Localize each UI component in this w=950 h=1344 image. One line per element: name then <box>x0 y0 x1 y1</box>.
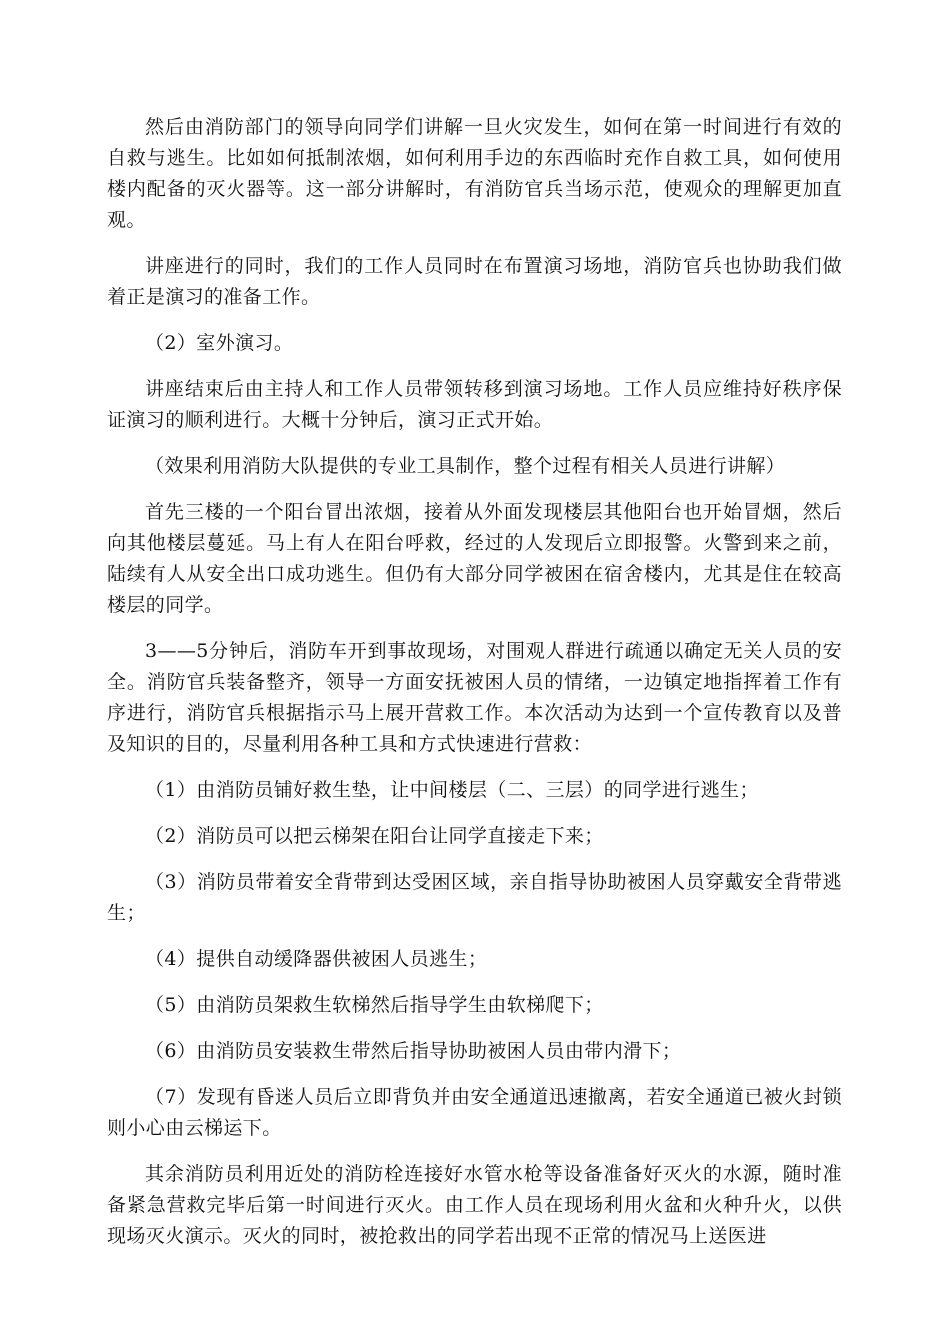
list-item-safety-harness: （3）消防员带着安全背带到达受困区域，亲自指导协助被困人员穿戴安全背带逃生； <box>107 871 842 924</box>
paragraph-move-to-drill-site: 讲座结束后由主持人和工作人员带领转移到演习场地。工作人员应维持好秩序保证演习的顺利进行。大概十分钟后，演习正式开始。 <box>107 378 842 431</box>
paragraph-fire-truck-arrival: 3——5分钟后，消防车开到事故现场，对围观人群进行疏通以确定无关人员的安全。消防官兵装备整齐，领导一方面安抚被困人员的情绪，一边镇定地指挥着工作有序进行，消防官兵根据指示马上展开营救工作。本次活动为达到一个宣传教育以及普及知识的目的，尽量利用各种工具和方式快速进行营救： <box>107 640 842 755</box>
paragraph-fire-extinguishing: 其余消防员利用近处的消防栓连接好水管水枪等设备准备好灭火的水源，随时准备紧急营救完毕后第一时间进行灭火。由工作人员在现场利用火盆和火种升火，以供现场灭火演示。灭火的同时，被抢救出的同学若出现不正常的情况马上送医进 <box>107 1163 842 1247</box>
list-item-descent-device: （4）提供自动缓降器供被困人员逃生； <box>145 948 488 970</box>
list-item-rope-ladder: （5）由消防员架救生软梯然后指导学生由软梯爬下； <box>145 994 604 1016</box>
paragraph-self-rescue-lecture: 然后由消防部门的领导向同学们讲解一旦火灾发生，如何在第一时间进行有效的自救与逃生。比如如何抵制浓烟，如何利用手边的东西临时充作自救工具，如何使用楼内配备的灭火器等。这一部分讲解时，有消防官兵当场示范，使观众的理解更加直观。 <box>107 116 842 231</box>
section-heading-outdoor-drill: （2）室外演习。 <box>145 332 294 354</box>
paragraph-fire-scenario: 首先三楼的一个阳台冒出浓烟，接着从外面发现楼层其他阳台也开始冒烟，然后向其他楼层蔓延。马上有人在阳台呼救，经过的人发现后立即报警。火警到来之前，陆续有人从安全出口成功逃生。但仍有大部分同学被困在宿舍楼内，尤其是住在较高楼层的同学。 <box>107 501 842 616</box>
paragraph-drill-preparation: 讲座进行的同时，我们的工作人员同时在布置演习场地，消防官兵也协助我们做着正是演习的准备工作。 <box>107 255 842 308</box>
document-body <box>107 112 842 1267</box>
list-item-unconscious-evacuation: （7）发现有昏迷人员后立即背负并由安全通道迅速撤离，若安全通道已被火封锁则小心由云梯运下。 <box>107 1086 842 1139</box>
list-item-aerial-ladder: （2）消防员可以把云梯架在阳台让同学直接走下来； <box>145 825 604 847</box>
paragraph-effects-note: （效果利用消防大队提供的专业工具制作，整个过程有相关人员进行讲解） <box>145 455 786 477</box>
list-item-rescue-chute: （6）由消防员安装救生带然后指导协助被困人员由带内滑下； <box>145 1040 682 1062</box>
list-item-rescue-cushion: （1）由消防员铺好救生垫，让中间楼层（二、三层）的同学进行逃生； <box>145 779 759 801</box>
